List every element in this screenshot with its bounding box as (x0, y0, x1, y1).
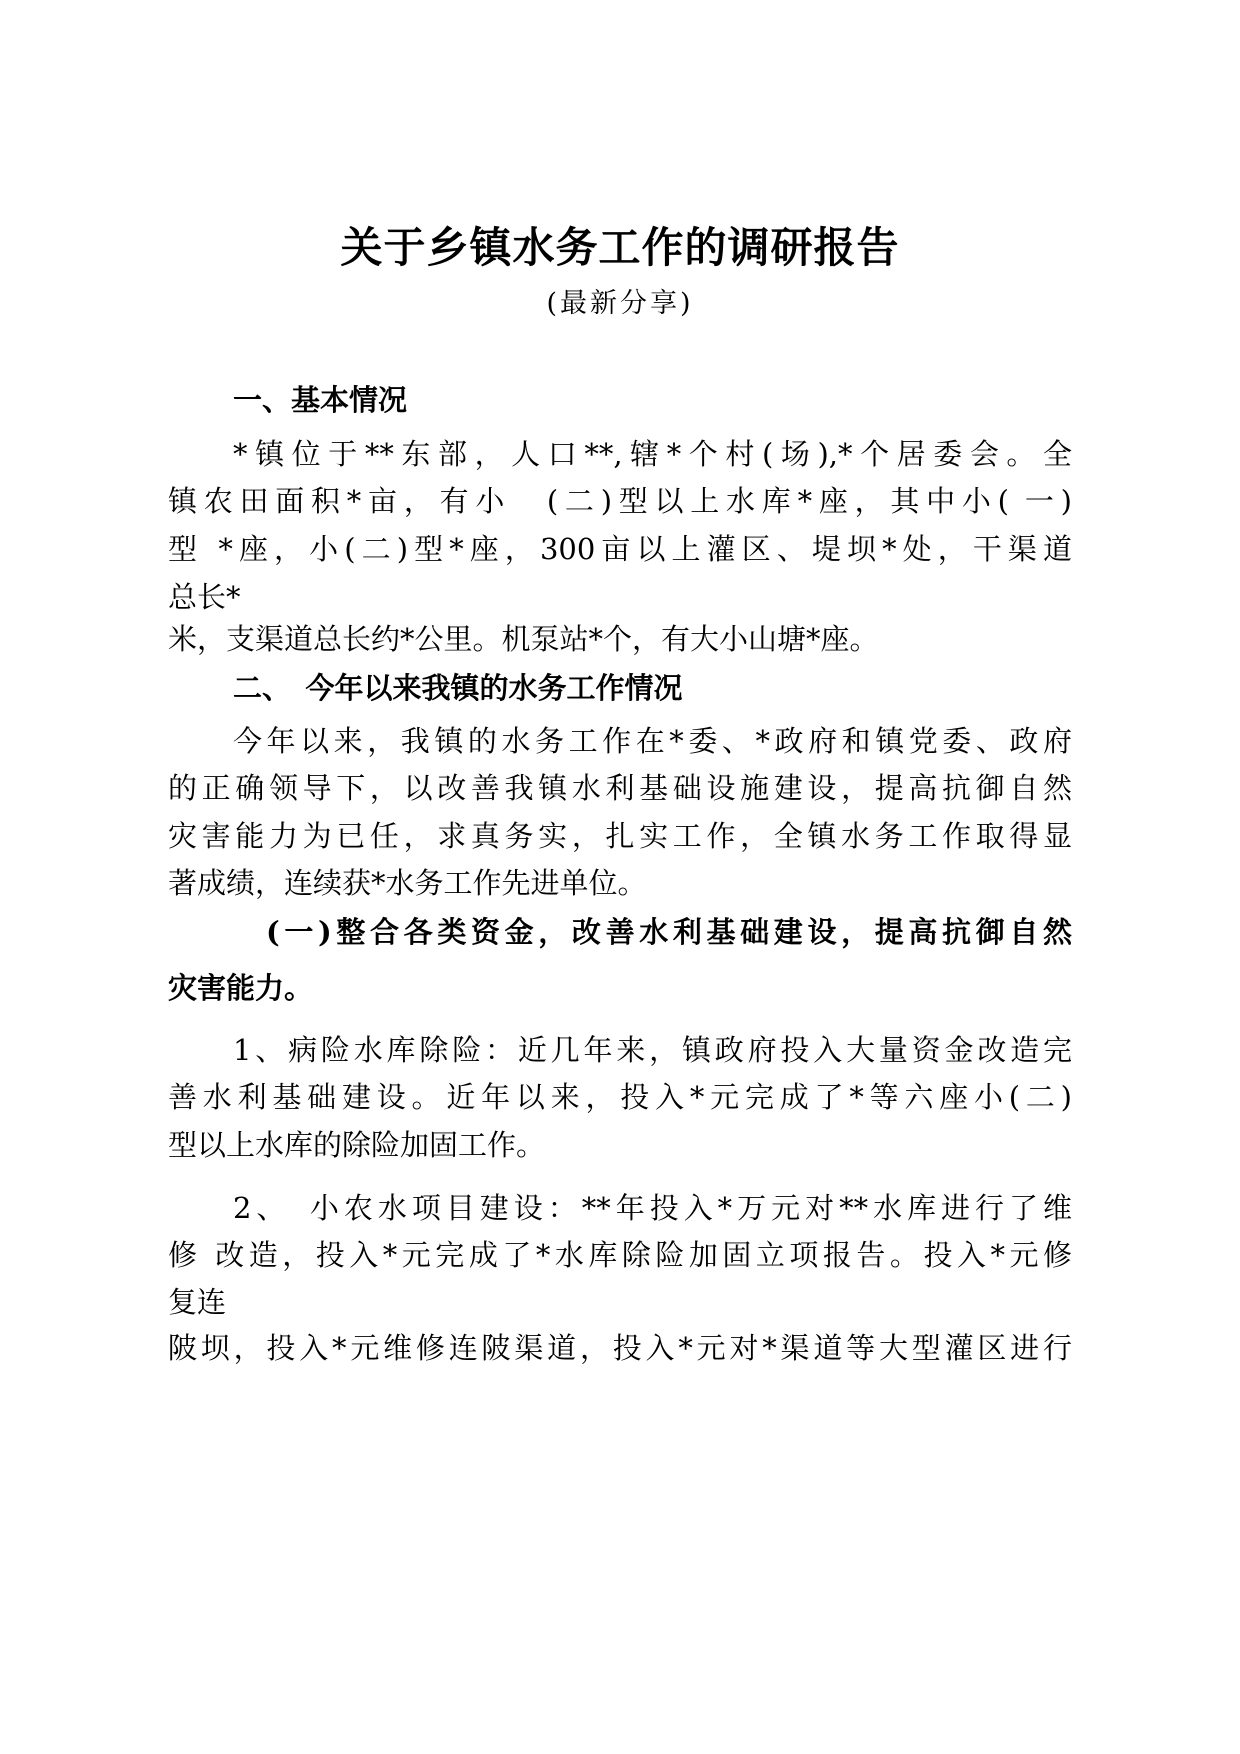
document-title: 关于乡镇水务工作的调研报告 (340, 223, 900, 272)
section-heading-basic-situation: 一、基本情况 (233, 383, 408, 417)
paragraph-line: 总长* (168, 580, 241, 614)
paragraph-line: 1、病险水库除险：近几年来，镇政府投入大量资金改造完 (233, 1033, 1072, 1067)
paragraph-line: 修 改造，投入*元完成了*水库除险加固立项报告。投入*元修 (168, 1238, 1072, 1272)
paragraph-line: *镇位于**东部，人口**,辖*个村(场),*个居委会。全 (233, 437, 1072, 471)
paragraph-line: 复连 (168, 1285, 227, 1319)
paragraph-line: 善水利基础建设。近年以来，投入*元完成了*等六座小(二) (168, 1080, 1072, 1114)
paragraph-line: 今年以来，我镇的水务工作在*委、*政府和镇党委、政府 (233, 724, 1072, 758)
document-subtitle: (最新分享) (546, 288, 694, 319)
subsection-heading-line: 灾害能力。 (168, 971, 314, 1005)
paragraph-line: 2、 小农水项目建设：**年投入*万元对**水库进行了维 (233, 1191, 1072, 1225)
paragraph-line: 型以上水库的除险加固工作。 (168, 1128, 546, 1162)
paragraph-line: 著成绩，连续获*水务工作先进单位。 (168, 866, 647, 900)
subsection-heading-line: (一)整合各类资金，改善水利基础建设，提高抗御自然 (266, 915, 1072, 949)
section-heading-water-work: 二、 今年以来我镇的水务工作情况 (233, 671, 683, 705)
paragraph-line: 灾害能力为已任，求真务实，扎实工作，全镇水务工作取得显 (168, 819, 1072, 853)
paragraph-line: 陂坝，投入*元维修连陂渠道，投入*元对*渠道等大型灌区进行 (168, 1331, 1072, 1365)
paragraph-line: 镇农田面积*亩，有小 (二)型以上水库*座，其中小( 一) (168, 484, 1072, 518)
paragraph-line: 型 *座，小(二)型*座，300亩以上灌区、堤坝*处，干渠道 (168, 532, 1072, 566)
paragraph-line: 米，支渠道总长约*公里。机泵站*个，有大小山塘*座。 (168, 622, 879, 656)
paragraph-line: 的正确领导下，以改善我镇水利基础设施建设，提高抗御自然 (168, 771, 1072, 805)
